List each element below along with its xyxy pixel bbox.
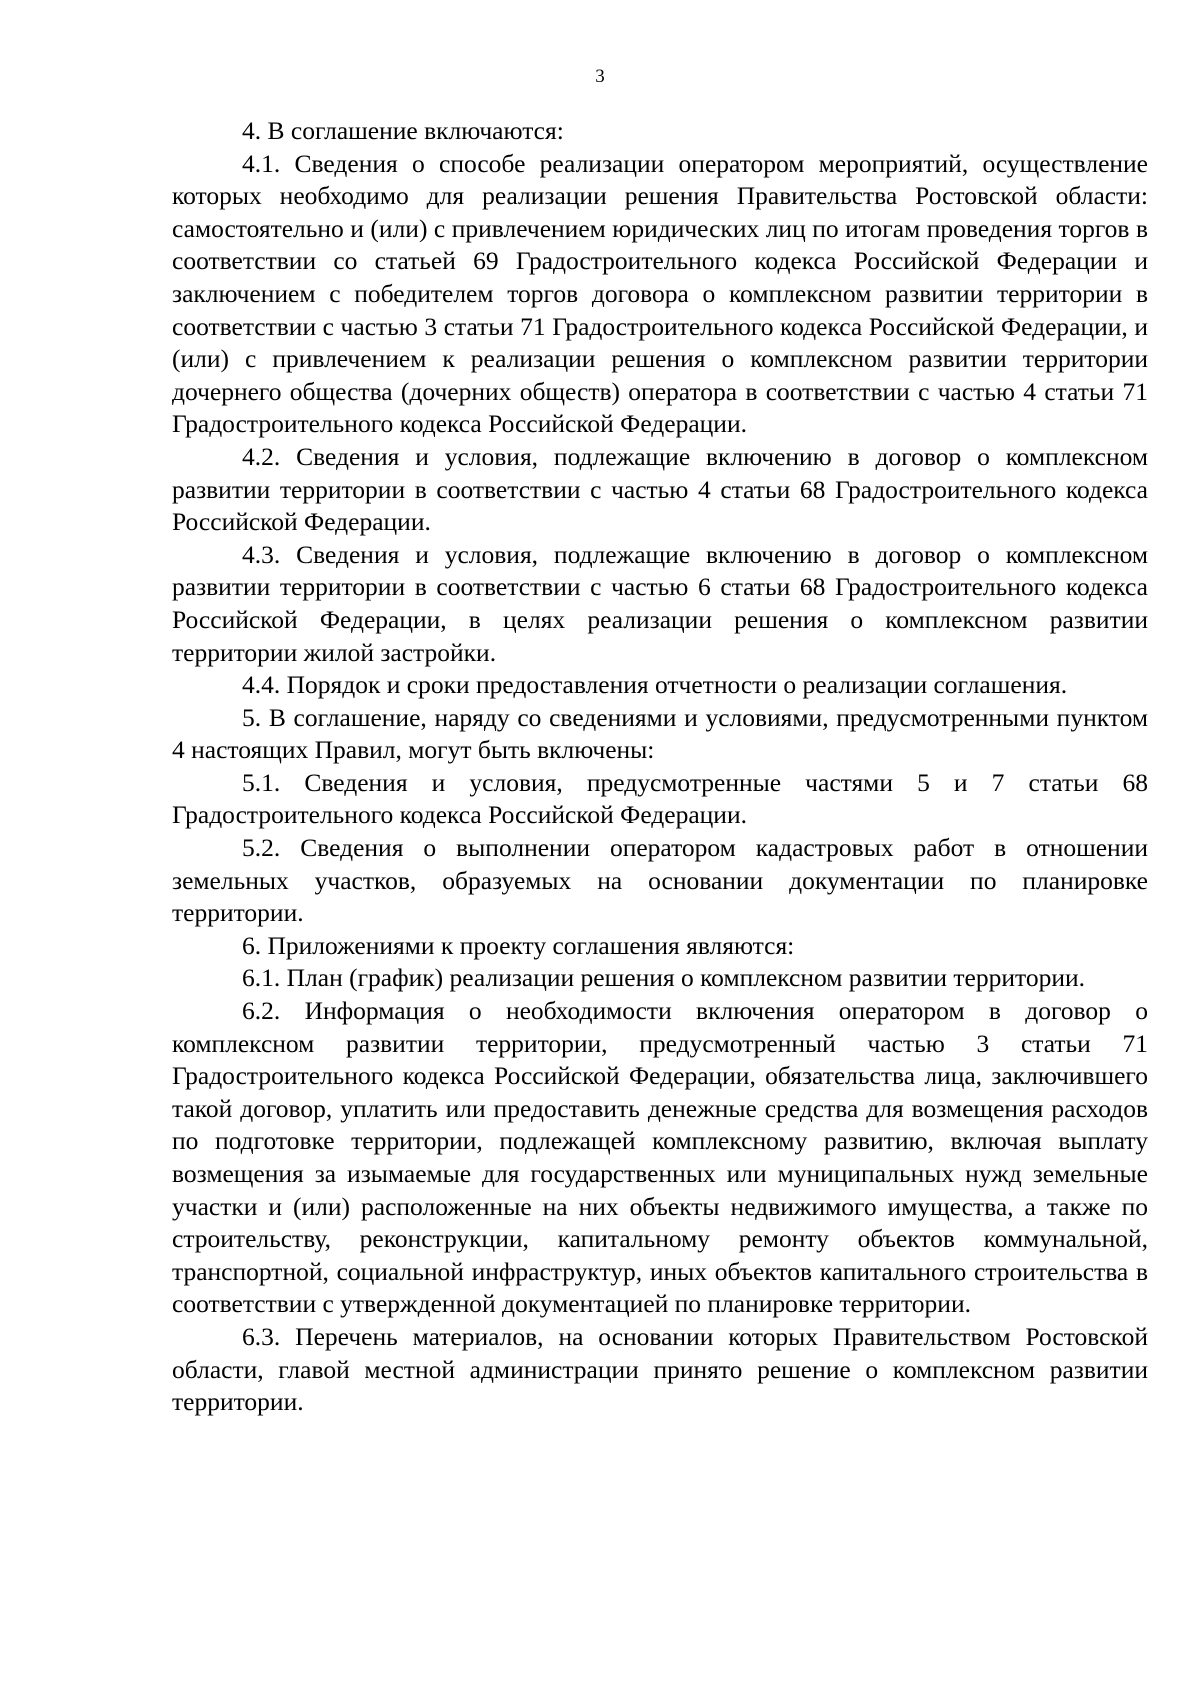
document-body <box>172 115 1148 1419</box>
paragraph-6: 6. Приложениями к проекту соглашения являются: <box>242 930 795 960</box>
paragraph-4: 4. В соглашение включаются: <box>242 116 564 145</box>
paragraph-5-2: 5.2. Сведения о выполнении оператором кадастровых работ в отношении земельных участков, образуемых на основании документации по планировке территории. <box>172 833 1148 928</box>
paragraph-6-1: 6.1. План (график) реализации решения о комплексном развитии территории. <box>242 963 1085 993</box>
paragraph-4-2: 4.2. Сведения и условия, подлежащие включению в договор о комплексном развитии территории в соответствии с частью 4 статьи 68 Градостроительного кодекса Российской Федерации. <box>172 441 1148 537</box>
paragraph-6-3: 6.3. Перечень материалов, на основании которых Правительством Ростовской области, главой местной администрации принято решение о комплексном развитии территории. <box>172 1321 1148 1417</box>
paragraph-6-2: 6.2. Информация о необходимости включения оператором в договор о комплексном развитии территории, предусмотренный частью 3 статьи 71 Градостроительного кодекса Российской Федерации, обязательства лица, заключившего такой договор, уплатить или предоставить денежные средства для возмещения расходов по подготовке территории, подлежащей комплексному развитию, включая выплату возмещения за изымаемые для государственных или муниципальных нужд земельные участки и (или) расположенные на них объекты недвижимого имущества, а также по строительству, реконструкции, капитальному ремонту объектов коммунальной, транспортной, социальной инфраструктур, иных объектов капитального строительства в соответствии с утвержденной документацией по планировке территории. <box>172 996 1148 1319</box>
paragraph-5-1: 5.1. Сведения и условия, предусмотренные частями 5 и 7 статьи 68 Градостроительного кодекса Российской Федерации. <box>172 767 1148 830</box>
paragraph-4-1: 4.1. Сведения о способе реализации оператором мероприятий, осуществление которых необходимо для реализации решения Правительства Ростовской области: самостоятельно и (или) с привлечением юридических лиц по итогам проведения торгов в соответствии со статьей 69 Градостроительного кодекса Российской Федерации и заключением с победителем торгов договора о комплексном развитии территории в соответствии с частью 3 статьи 71 Градостроительного кодекса Российской Федерации, и (или) с привлечением к реализации решения о комплексном развитии территории дочернего общества (дочерних обществ) оператора в соответствии с частью 4 статьи 71 Градостроительного кодекса Российской Федерации. <box>172 148 1148 439</box>
paragraph-4-4: 4.4. Порядок и сроки предоставления отчетности о реализации соглашения. <box>242 670 1068 700</box>
paragraph-5: 5. В соглашение, наряду со сведениями и условиями, предусмотренными пунктом 4 настоящих Правил, могут быть включены: <box>172 702 1148 765</box>
page-number: 3 <box>595 66 605 87</box>
paragraph-4-3: 4.3. Сведения и условия, подлежащие включению в договор о комплексном развитии территории в соответствии с частью 6 статьи 68 Градостроительного кодекса Российской Федерации, в целях реализации решения о комплексном развитии территории жилой застройки. <box>172 539 1148 667</box>
